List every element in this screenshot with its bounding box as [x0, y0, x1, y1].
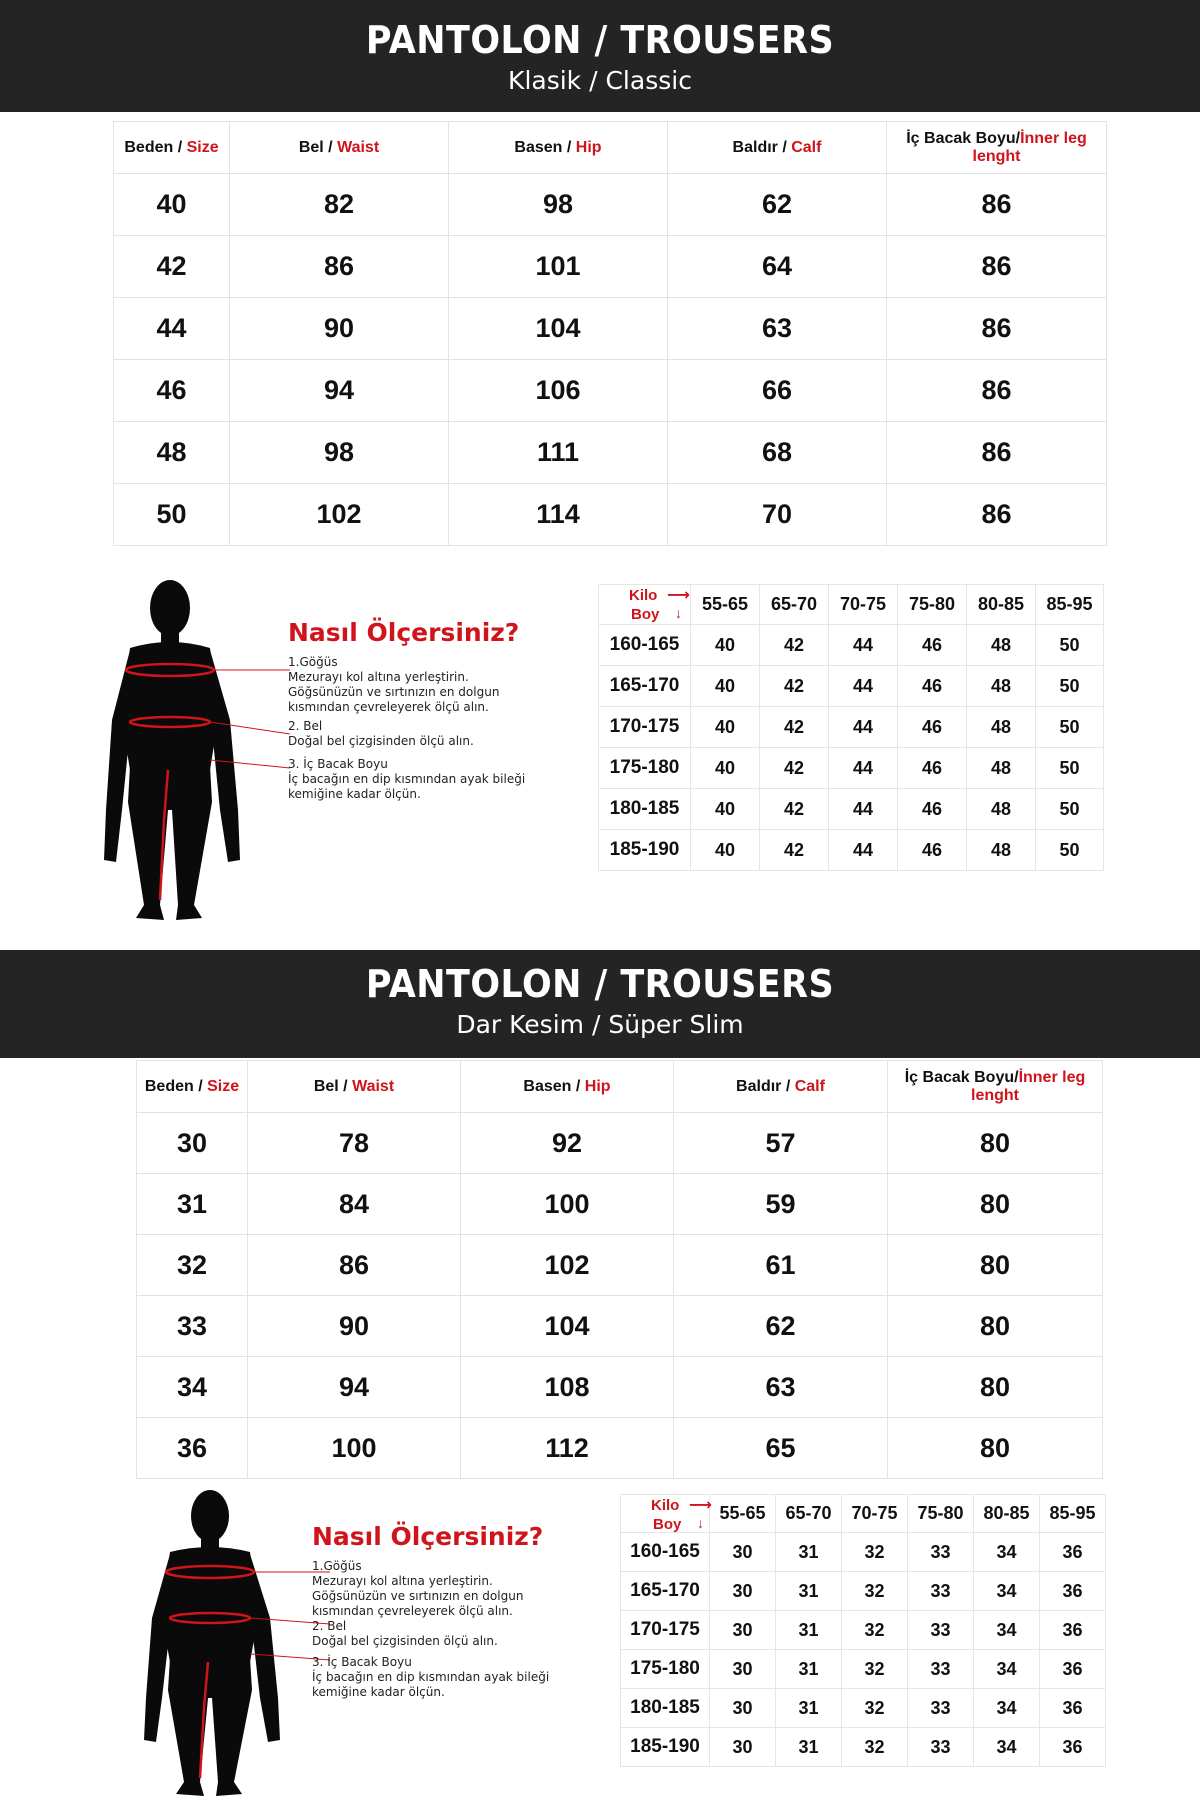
- cell-waist: 94: [248, 1357, 461, 1418]
- cell-size: 30: [137, 1113, 248, 1174]
- header-tr: Basen /: [514, 138, 572, 156]
- header-tr: Bel /: [298, 138, 333, 156]
- guide-line: kemiğine kadar ölçün.: [288, 787, 421, 801]
- matrix-cell: 36: [1040, 1728, 1106, 1767]
- section-banner: [0, 950, 1200, 1058]
- weight-height-matrix: [620, 1494, 1106, 1767]
- matrix-corner: [599, 585, 691, 625]
- section-subtitle: Klasik / Classic: [508, 65, 692, 95]
- kilo-label: Kilo: [629, 587, 658, 604]
- cell-waist: 82: [230, 174, 449, 236]
- matrix-cell: 32: [842, 1611, 908, 1650]
- height-cell: 185-190: [621, 1728, 710, 1767]
- section-title: PANTOLON / TROUSERS: [365, 962, 835, 1006]
- matrix-cell: 48: [967, 748, 1036, 789]
- cell-calf: 61: [674, 1235, 888, 1296]
- header-waist: [230, 122, 449, 174]
- matrix-cell: 44: [829, 707, 898, 748]
- cell-waist: 78: [248, 1113, 461, 1174]
- arrow-right-icon: ⟶: [689, 1497, 712, 1514]
- matrix-cell: 32: [842, 1689, 908, 1728]
- matrix-cell: 33: [908, 1728, 974, 1767]
- guide-line: Doğal bel çizgisinden ölçü alın.: [312, 1634, 498, 1648]
- header-tr: Beden /: [124, 138, 183, 156]
- cell-size: 40: [114, 174, 230, 236]
- cell-calf: 59: [674, 1174, 888, 1235]
- size-table: [136, 1060, 1103, 1479]
- size-table: [113, 121, 1107, 546]
- guide-line: 3. İç Bacak Boyu: [288, 757, 388, 771]
- guide-title: Nasıl Ölçersiniz?: [288, 618, 520, 647]
- cell-waist: 102: [230, 484, 449, 546]
- cell-waist: 90: [230, 298, 449, 360]
- cell-calf: 63: [668, 298, 887, 360]
- weight-header: 85-95: [1036, 585, 1104, 625]
- height-cell: 165-170: [621, 1572, 710, 1611]
- cell-hip: 104: [449, 298, 668, 360]
- guide-line: Mezurayı kol altına yerleştirin.: [288, 670, 469, 684]
- header-tr: Bel /: [313, 1077, 348, 1095]
- header-en: Hip: [580, 1077, 611, 1095]
- cell-size: 42: [114, 236, 230, 298]
- weight-header: 65-70: [776, 1495, 842, 1533]
- matrix-row: [599, 625, 1104, 666]
- weight-header: 55-65: [691, 585, 760, 625]
- cell-waist: 100: [248, 1418, 461, 1479]
- matrix-cell: 44: [829, 666, 898, 707]
- cell-inner-leg: 86: [887, 298, 1107, 360]
- header-hip: [449, 122, 668, 174]
- matrix-cell: 31: [776, 1689, 842, 1728]
- header-en: Hip: [571, 138, 602, 156]
- matrix-cell: 46: [898, 625, 967, 666]
- matrix-cell: 30: [710, 1728, 776, 1767]
- matrix-row: [599, 748, 1104, 789]
- matrix-cell: 42: [760, 789, 829, 830]
- header-tr: Beden /: [144, 1077, 203, 1095]
- cell-inner-leg: 80: [888, 1235, 1103, 1296]
- matrix-row: [621, 1650, 1106, 1689]
- table-row: [114, 360, 1107, 422]
- guide-line: Göğsünüzün ve sırtınızın en dolgun: [312, 1589, 524, 1603]
- matrix-cell: 30: [710, 1533, 776, 1572]
- guide-line: kısmından çevreleyerek ölçü alın.: [312, 1604, 513, 1618]
- matrix-cell: 40: [691, 666, 760, 707]
- height-cell: 160-165: [621, 1533, 710, 1572]
- matrix-cell: 46: [898, 748, 967, 789]
- matrix-row: [621, 1689, 1106, 1728]
- matrix-cell: 48: [967, 625, 1036, 666]
- header-waist: [248, 1061, 461, 1113]
- header-tr: Baldır /: [736, 1077, 791, 1095]
- weight-header: 70-75: [842, 1495, 908, 1533]
- matrix-row: [599, 666, 1104, 707]
- cell-calf: 62: [674, 1296, 888, 1357]
- cell-hip: 112: [461, 1418, 674, 1479]
- matrix-cell: 48: [967, 666, 1036, 707]
- table-row: [137, 1357, 1103, 1418]
- cell-inner-leg: 80: [888, 1418, 1103, 1479]
- arrow-down-icon: ↓: [697, 1515, 704, 1531]
- matrix-cell: 31: [776, 1611, 842, 1650]
- table-row: [114, 422, 1107, 484]
- matrix-row: [621, 1728, 1106, 1767]
- guide-line: 2. Bel: [312, 1619, 347, 1633]
- matrix-cell: 42: [760, 707, 829, 748]
- cell-calf: 70: [668, 484, 887, 546]
- matrix-cell: 36: [1040, 1572, 1106, 1611]
- matrix-cell: 48: [967, 830, 1036, 871]
- header-hip: [461, 1061, 674, 1113]
- matrix-row: [621, 1611, 1106, 1650]
- table-header-row: [114, 122, 1107, 174]
- arrow-right-icon: ⟶: [667, 587, 690, 604]
- matrix-row: [621, 1572, 1106, 1611]
- matrix-cell: 32: [842, 1533, 908, 1572]
- header-size: [137, 1061, 248, 1113]
- cell-hip: 104: [461, 1296, 674, 1357]
- height-cell: 165-170: [599, 666, 691, 707]
- matrix-header-row: [599, 585, 1104, 625]
- matrix-cell: 46: [898, 666, 967, 707]
- cell-inner-leg: 86: [887, 422, 1107, 484]
- height-cell: 160-165: [599, 625, 691, 666]
- weight-header: 75-80: [898, 585, 967, 625]
- matrix-cell: 32: [842, 1728, 908, 1767]
- matrix-cell: 46: [898, 789, 967, 830]
- matrix-cell: 33: [908, 1572, 974, 1611]
- cell-hip: 111: [449, 422, 668, 484]
- cell-calf: 63: [674, 1357, 888, 1418]
- matrix-cell: 50: [1036, 707, 1104, 748]
- cell-size: 44: [114, 298, 230, 360]
- header-tr: İç Bacak Boyu/: [906, 129, 1021, 147]
- matrix-row: [599, 707, 1104, 748]
- cell-size: 36: [137, 1418, 248, 1479]
- guide-line: Mezurayı kol altına yerleştirin.: [312, 1574, 493, 1588]
- cell-calf: 64: [668, 236, 887, 298]
- matrix-cell: 33: [908, 1650, 974, 1689]
- weight-header: 75-80: [908, 1495, 974, 1533]
- cell-waist: 86: [248, 1235, 461, 1296]
- cell-hip: 98: [449, 174, 668, 236]
- cell-waist: 86: [230, 236, 449, 298]
- matrix-cell: 34: [974, 1611, 1040, 1650]
- matrix-cell: 34: [974, 1689, 1040, 1728]
- cell-hip: 102: [461, 1235, 674, 1296]
- section-banner: [0, 0, 1200, 112]
- cell-waist: 84: [248, 1174, 461, 1235]
- body-silhouette-icon: [90, 570, 290, 930]
- boy-label: Boy: [653, 1516, 682, 1533]
- matrix-cell: 30: [710, 1689, 776, 1728]
- header-size: [114, 122, 230, 174]
- matrix-cell: 48: [967, 707, 1036, 748]
- measurement-guide: [288, 618, 588, 802]
- header-en: Size: [202, 1077, 240, 1095]
- weight-header: 85-95: [1040, 1495, 1106, 1533]
- cell-size: 31: [137, 1174, 248, 1235]
- cell-inner-leg: 86: [887, 236, 1107, 298]
- cell-hip: 100: [461, 1174, 674, 1235]
- cell-waist: 90: [248, 1296, 461, 1357]
- cell-size: 32: [137, 1235, 248, 1296]
- header-inner-leg: [888, 1061, 1103, 1113]
- matrix-cell: 36: [1040, 1533, 1106, 1572]
- table-row: [114, 236, 1107, 298]
- header-calf: [674, 1061, 888, 1113]
- cell-hip: 114: [449, 484, 668, 546]
- matrix-cell: 30: [710, 1650, 776, 1689]
- cell-inner-leg: 86: [887, 360, 1107, 422]
- cell-calf: 57: [674, 1113, 888, 1174]
- matrix-cell: 44: [829, 830, 898, 871]
- cell-size: 34: [137, 1357, 248, 1418]
- height-cell: 175-180: [599, 748, 691, 789]
- header-tr: İç Bacak Boyu/: [904, 1068, 1019, 1086]
- matrix-cell: 36: [1040, 1650, 1106, 1689]
- header-tr: Basen /: [523, 1077, 581, 1095]
- matrix-cell: 32: [842, 1572, 908, 1611]
- matrix-cell: 40: [691, 748, 760, 789]
- cell-size: 48: [114, 422, 230, 484]
- matrix-cell: 40: [691, 625, 760, 666]
- table-row: [137, 1235, 1103, 1296]
- matrix-cell: 34: [974, 1572, 1040, 1611]
- matrix-cell: 50: [1036, 666, 1104, 707]
- matrix-cell: 50: [1036, 625, 1104, 666]
- matrix-cell: 33: [908, 1689, 974, 1728]
- guide-line: kısmından çevreleyerek ölçü alın.: [288, 700, 489, 714]
- matrix-cell: 33: [908, 1533, 974, 1572]
- weight-header: 70-75: [829, 585, 898, 625]
- header-en: Size: [182, 138, 219, 156]
- matrix-cell: 34: [974, 1533, 1040, 1572]
- matrix-cell: 46: [898, 707, 967, 748]
- matrix-cell: 48: [967, 789, 1036, 830]
- guide-line: İç bacağın en dip kısmından ayak bileği: [288, 772, 526, 786]
- height-cell: 170-175: [599, 707, 691, 748]
- section-subtitle: Dar Kesim / Süper Slim: [456, 1009, 744, 1039]
- guide-line: 2. Bel: [288, 719, 323, 733]
- cell-size: 33: [137, 1296, 248, 1357]
- matrix-cell: 31: [776, 1650, 842, 1689]
- cell-hip: 92: [461, 1113, 674, 1174]
- guide-line: kemiğine kadar ölçün.: [312, 1685, 445, 1699]
- guide-line: 3. İç Bacak Boyu: [312, 1655, 412, 1669]
- cell-inner-leg: 86: [887, 484, 1107, 546]
- weight-header: 80-85: [974, 1495, 1040, 1533]
- weight-header: 55-65: [710, 1495, 776, 1533]
- cell-inner-leg: 80: [888, 1357, 1103, 1418]
- cell-calf: 62: [668, 174, 887, 236]
- height-cell: 185-190: [599, 830, 691, 871]
- matrix-cell: 40: [691, 789, 760, 830]
- matrix-cell: 50: [1036, 830, 1104, 871]
- cell-inner-leg: 80: [888, 1296, 1103, 1357]
- height-cell: 175-180: [621, 1650, 710, 1689]
- matrix-cell: 30: [710, 1611, 776, 1650]
- height-cell: 170-175: [621, 1611, 710, 1650]
- cell-inner-leg: 80: [888, 1174, 1103, 1235]
- matrix-cell: 42: [760, 625, 829, 666]
- arrow-down-icon: ↓: [675, 605, 682, 621]
- table-row: [137, 1296, 1103, 1357]
- matrix-cell: 31: [776, 1572, 842, 1611]
- matrix-cell: 44: [829, 748, 898, 789]
- matrix-row: [621, 1533, 1106, 1572]
- cell-size: 46: [114, 360, 230, 422]
- boy-label: Boy: [631, 606, 660, 623]
- table-row: [137, 1418, 1103, 1479]
- cell-size: 50: [114, 484, 230, 546]
- measurement-guide: [312, 1522, 612, 1700]
- weight-header: 80-85: [967, 585, 1036, 625]
- matrix-cell: 44: [829, 625, 898, 666]
- matrix-cell: 42: [760, 830, 829, 871]
- matrix-cell: 50: [1036, 748, 1104, 789]
- matrix-cell: 42: [760, 748, 829, 789]
- guide-line: Doğal bel çizgisinden ölçü alın.: [288, 734, 474, 748]
- matrix-cell: 36: [1040, 1611, 1106, 1650]
- table-header-row: [137, 1061, 1103, 1113]
- table-row: [137, 1113, 1103, 1174]
- matrix-corner: [621, 1495, 710, 1533]
- header-calf: [668, 122, 887, 174]
- weight-height-matrix: [598, 584, 1104, 871]
- cell-waist: 94: [230, 360, 449, 422]
- matrix-header-row: [621, 1495, 1106, 1533]
- matrix-cell: 31: [776, 1728, 842, 1767]
- matrix-cell: 34: [974, 1728, 1040, 1767]
- matrix-cell: 32: [842, 1650, 908, 1689]
- matrix-cell: 40: [691, 707, 760, 748]
- matrix-cell: 30: [710, 1572, 776, 1611]
- body-silhouette-icon: [130, 1482, 330, 1800]
- kilo-label: Kilo: [651, 1497, 680, 1514]
- guide-line: Göğsünüzün ve sırtınızın en dolgun: [288, 685, 500, 699]
- height-cell: 180-185: [621, 1689, 710, 1728]
- matrix-cell: 36: [1040, 1689, 1106, 1728]
- table-row: [137, 1174, 1103, 1235]
- cell-waist: 98: [230, 422, 449, 484]
- header-en: Calf: [786, 138, 822, 156]
- matrix-cell: 33: [908, 1611, 974, 1650]
- cell-inner-leg: 86: [887, 174, 1107, 236]
- matrix-cell: 34: [974, 1650, 1040, 1689]
- guide-line: 1.Göğüs: [288, 655, 338, 669]
- cell-hip: 108: [461, 1357, 674, 1418]
- matrix-cell: 40: [691, 830, 760, 871]
- matrix-cell: 42: [760, 666, 829, 707]
- matrix-cell: 44: [829, 789, 898, 830]
- header-en: Calf: [790, 1077, 825, 1095]
- cell-hip: 106: [449, 360, 668, 422]
- height-cell: 180-185: [599, 789, 691, 830]
- cell-hip: 101: [449, 236, 668, 298]
- header-en: Waist: [347, 1077, 395, 1095]
- header-inner-leg: [887, 122, 1107, 174]
- matrix-row: [599, 830, 1104, 871]
- section-title: PANTOLON / TROUSERS: [365, 18, 835, 62]
- cell-calf: 66: [668, 360, 887, 422]
- guide-title: Nasıl Ölçersiniz?: [312, 1522, 544, 1551]
- matrix-cell: 31: [776, 1533, 842, 1572]
- matrix-cell: 46: [898, 830, 967, 871]
- guide-line: 1.Göğüs: [312, 1559, 362, 1573]
- header-en: İnner leg lenght: [971, 1068, 1086, 1104]
- cell-inner-leg: 80: [888, 1113, 1103, 1174]
- matrix-row: [599, 789, 1104, 830]
- matrix-cell: 50: [1036, 789, 1104, 830]
- table-row: [114, 174, 1107, 236]
- header-tr: Baldır /: [732, 138, 787, 156]
- header-en: İnner leg lenght: [972, 129, 1087, 165]
- cell-calf: 65: [674, 1418, 888, 1479]
- header-en: Waist: [332, 138, 380, 156]
- table-row: [114, 484, 1107, 546]
- table-row: [114, 298, 1107, 360]
- guide-line: İç bacağın en dip kısmından ayak bileği: [312, 1670, 550, 1684]
- cell-calf: 68: [668, 422, 887, 484]
- weight-header: 65-70: [760, 585, 829, 625]
